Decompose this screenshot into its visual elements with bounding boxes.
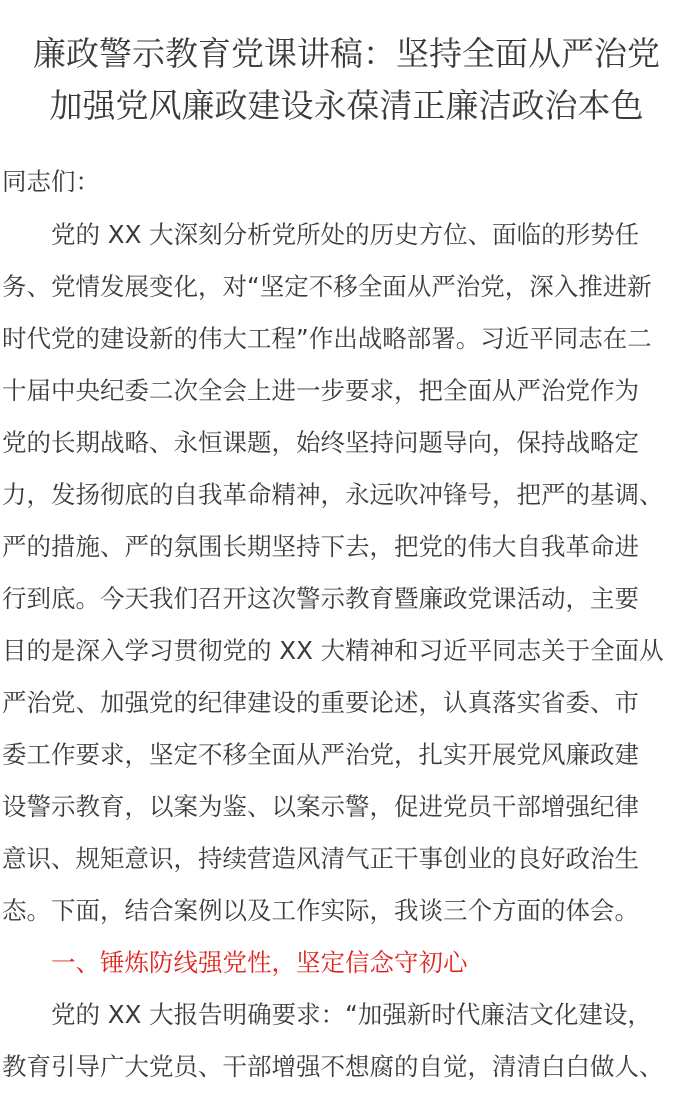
paragraph-line: 党的 XX 大深刻分析党所处的历史方位、面临的形势任 [2,220,640,249]
paragraph-line: 设警示教育，以案为鉴、以案示警，促进党员干部增强纪律 [2,792,639,821]
paragraph-line: 教育引导广大党员、干部增强不想腐的自觉，清清白白做人、 [2,1052,664,1081]
paragraph-line: 意识、规矩意识，持续营造风清气正干事创业的良好政治生 [2,844,639,873]
paragraph-line: 严治党、加强党的纪律建设的重要论述，认真落实省委、市 [2,688,639,717]
paragraph-line: 力，发扬彻底的自我革命精神，永远吹冲锋号，把严的基调、 [2,480,664,509]
paragraph-line: 十届中央纪委二次全会上进一步要求，把全面从严治党作为 [2,376,639,405]
section-heading: 一、锤炼防线强党性，坚定信念守初心 [2,948,468,977]
title-line-2: 加强党风廉政建设永葆清正廉洁政治本色 [49,86,644,125]
salutation: 同志们： [2,167,100,196]
paragraph-line: 务、党情发展变化，对“坚定不移全面从严治党，深入推进新 [2,272,652,301]
paragraph-line: 严的措施、严的氛围长期坚持下去，把党的伟大自我革命进 [2,532,639,561]
document-title [0,28,693,132]
paragraph-line: 党的 XX 大报告明确要求：“加强新时代廉洁文化建设， [2,1000,652,1029]
paragraph-line: 行到底。今天我们召开这次警示教育暨廉政党课活动，主要 [2,584,639,613]
paragraph-line: 目的是深入学习贯彻党的 XX 大精神和习近平同志关于全面从 [2,636,664,665]
paragraph-line: 委工作要求，坚定不移全面从严治党，扎实开展党风廉政建 [2,740,639,769]
paragraph-line: 时代党的建设新的伟大工程”作出战略部署。习近平同志在二 [2,324,652,353]
title-line-1: 廉政警示教育党课讲稿：坚持全面从严治党 [33,34,660,73]
paragraph-line: 态。下面，结合案例以及工作实际，我谈三个方面的体会。 [2,896,639,925]
paragraph-line: 党的长期战略、永恒课题，始终坚持问题导向，保持战略定 [2,428,639,457]
